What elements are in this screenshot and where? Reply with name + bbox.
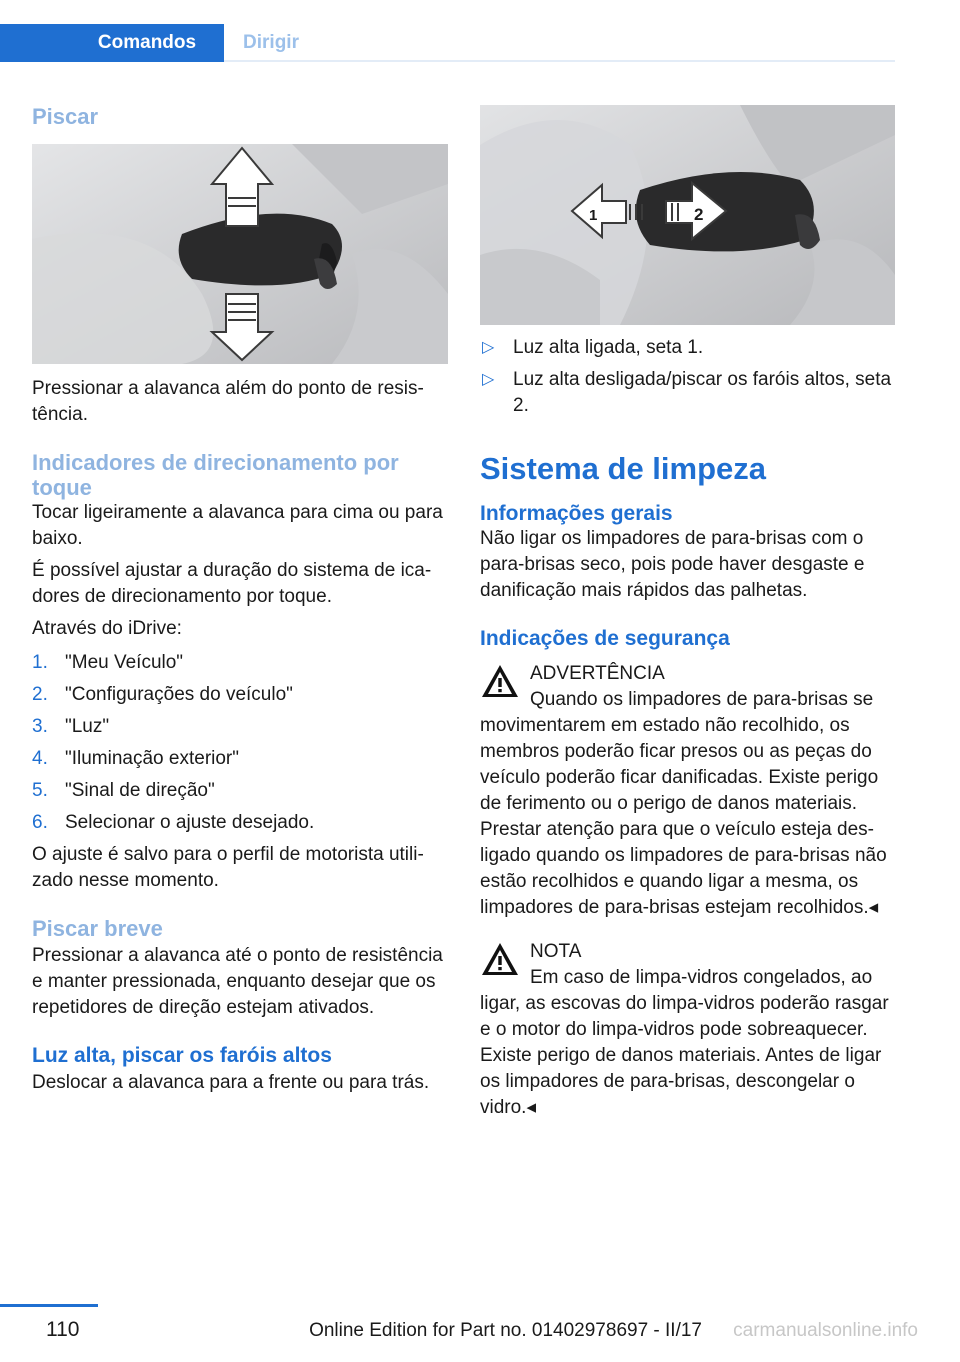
note-title: NOTA xyxy=(530,941,582,962)
tab-dirigir[interactable]: Dirigir xyxy=(243,32,299,53)
list-item xyxy=(32,714,448,740)
warning-title: ADVERTÊNCIA xyxy=(530,663,665,684)
footer-accent-line xyxy=(0,1304,98,1307)
warning-body: Quando os limpadores de para-brisas se movimentarem em estado não recolhido, os membros poderão ficar presos ou as peças do veículo poderão ficar danificadas. Existe perigo de ferimento ou o perigo de danos materiais. Prestar atenção para que o veículo esteja desligado quando os limpadores de para-brisas não estão recolhidos e quando ligar a mesma, os limpadores de para-brisas estejam recolhidos.◂ xyxy=(480,689,887,918)
step-text: "Configurações do veículo" xyxy=(65,684,293,705)
watermark: carmanualsonline.info xyxy=(733,1320,918,1341)
step-number: 5. xyxy=(32,780,48,801)
lever-up-down-illustration xyxy=(32,144,448,364)
step-number: 6. xyxy=(32,812,48,833)
page-number: 110 xyxy=(46,1318,80,1341)
idrive-steps-list xyxy=(32,650,448,836)
arrow-label-1: 1 xyxy=(589,207,598,224)
text-deslocar: Deslocar a alavanca para a frente ou para trás. xyxy=(32,1072,430,1093)
list-item xyxy=(32,746,448,772)
text-tocar: Tocar ligeiramente a alavanca para cima ou para baixo. xyxy=(32,502,443,549)
text-breve: Pressionar a alavanca até o ponto de resistência e manter pressionada, enquanto desejar que os repetidores de direção estejam ativados. xyxy=(32,945,443,1018)
list-item xyxy=(32,650,448,676)
list-item xyxy=(480,367,895,419)
text-info: Não ligar os limpadores de para-brisas com o para-brisas seco, pois pode haver desgaste e danificação mais rápidos das palhetas. xyxy=(480,528,865,601)
list-item xyxy=(480,335,895,361)
step-number: 3. xyxy=(32,716,48,737)
text-ajuste: O ajuste é salvo para o perfil de motorista utilizado nesse momento. xyxy=(32,844,424,891)
tab-comandos[interactable]: Comandos xyxy=(0,24,224,62)
text-atraves: Através do iDrive: xyxy=(32,618,182,639)
warning-advertencia xyxy=(480,661,895,921)
step-text: Selecionar o ajuste desejado. xyxy=(65,812,315,833)
bullet-text: Luz alta desligada/piscar os faróis altos, seta 2. xyxy=(513,369,892,416)
heading-piscar: Piscar xyxy=(32,104,99,129)
arrow-label-2: 2 xyxy=(694,205,704,224)
warning-triangle-icon xyxy=(480,663,520,699)
heading-informacoes-gerais: Informações gerais xyxy=(480,502,673,525)
warning-nota xyxy=(480,939,895,1121)
chapter-tab-bar xyxy=(0,24,895,62)
bullet-text: Luz alta ligada, seta 1. xyxy=(513,337,704,358)
warning-triangle-icon xyxy=(480,941,520,977)
triangle-right-icon: ▷ xyxy=(482,339,495,356)
heading-piscar-breve: Piscar breve xyxy=(32,916,163,941)
heading-indicadores: Indicadores de direcionamento por toque xyxy=(32,450,399,500)
step-number: 1. xyxy=(32,652,48,673)
lever-forward-back-illustration xyxy=(480,105,895,325)
list-item xyxy=(32,778,448,804)
text-possivel: É possível ajustar a duração do sistema de icadores de direcionamento por toque. xyxy=(32,560,432,607)
note-body: Em caso de limpa-vidros congelados, ao ligar, as escovas do limpa-vidros poderão rasgar e o motor do limpa-vidros pode sobreaquecer. Existe perigo de danos materiais. Antes de ligar os limpadores de para-brisas, descongelar o vidro.◂ xyxy=(480,967,889,1118)
edition-info: Online Edition for Part no. 01402978697 - II/17 xyxy=(309,1320,702,1341)
heading-luz-alta: Luz alta, piscar os faróis altos xyxy=(32,1044,332,1067)
step-text: "Luz" xyxy=(65,716,110,737)
text-pressionar: Pressionar a alavanca além do ponto de resistência. xyxy=(32,378,424,425)
list-item xyxy=(32,810,448,836)
step-text: "Meu Veículo" xyxy=(65,652,184,673)
figure-lever-up-down xyxy=(32,144,448,364)
step-text: "Sinal de direção" xyxy=(65,780,215,801)
beam-bullets-list xyxy=(480,335,895,419)
step-number: 2. xyxy=(32,684,48,705)
step-number: 4. xyxy=(32,748,48,769)
heading-seguranca: Indicações de segurança xyxy=(480,627,730,650)
step-text: "Iluminação exterior" xyxy=(65,748,240,769)
heading-sistema-limpeza: Sistema de limpeza xyxy=(480,451,767,486)
right-column xyxy=(480,105,895,1121)
left-column xyxy=(32,100,448,1096)
triangle-right-icon: ▷ xyxy=(482,371,495,388)
list-item xyxy=(32,682,448,708)
figure-lever-forward-back xyxy=(480,105,895,325)
